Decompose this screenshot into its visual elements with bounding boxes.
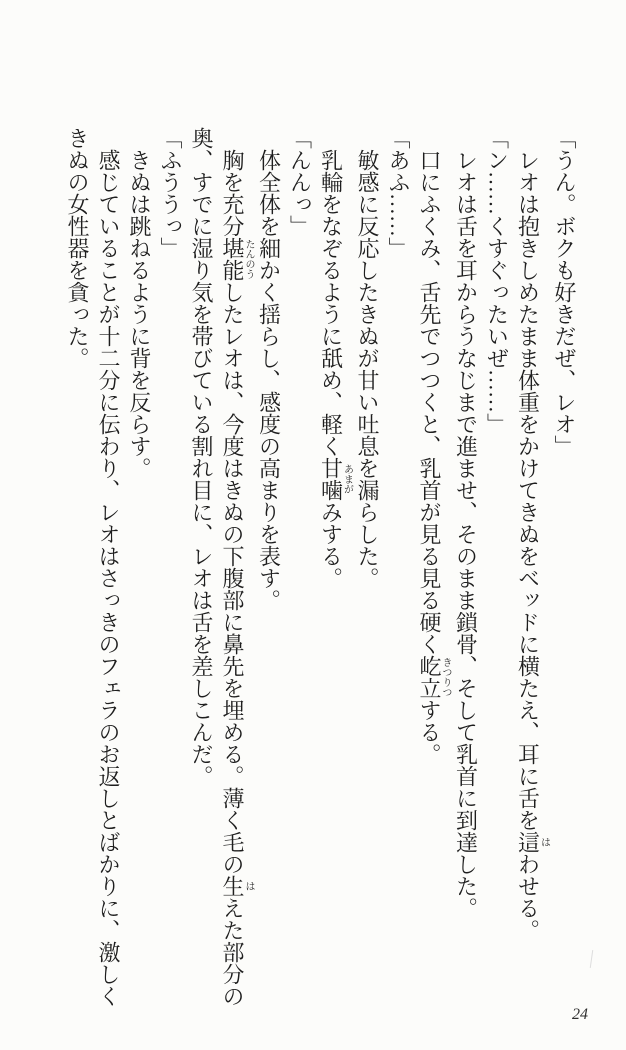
paragraph-narrative <box>316 127 353 1009</box>
paragraph-narrative <box>124 127 155 1009</box>
furigana-reading: は <box>538 831 550 853</box>
paragraph-narrative <box>254 127 285 1009</box>
paragraph-narrative <box>451 127 482 1009</box>
paragraph-dialogue <box>482 127 513 1009</box>
text-run: 体全体を細かく揺らし、感度の高まりを表す。 <box>256 149 282 611</box>
paragraph-narrative <box>62 127 124 1009</box>
text-run: みする。 <box>318 501 344 589</box>
furigana-base: 屹立きつりつ <box>417 655 451 699</box>
text-run: 乳輪をなぞるように舐め、軽く <box>318 149 344 457</box>
furigana-base: 甘噛あまが <box>318 457 353 501</box>
furigana-reading: きつりつ <box>440 655 451 699</box>
paragraph-narrative <box>352 127 383 1009</box>
text-run: 口にふくみ、舌先でつつくと、乳首が見る見る硬く <box>417 149 442 655</box>
text-run: レオは抱きしめたまま体重をかけてきぬをベッドに横たえ、耳に舌を <box>515 149 541 831</box>
text-run: きぬは跳ねるように背を反らす。 <box>127 149 152 479</box>
text-run: 「うん。ボクも好きだぜ、レオ」 <box>552 127 577 457</box>
text-run: する。 <box>417 699 442 765</box>
text-run: わせる。 <box>515 853 541 941</box>
furigana-reading: たんのう <box>243 237 254 281</box>
paragraph-dialogue <box>155 127 186 1009</box>
scan-artifact <box>590 950 593 968</box>
text-run: したレオは、今度はきぬの下腹部に鼻先を埋める。薄く毛の <box>220 281 245 875</box>
paragraph-dialogue <box>383 127 414 1009</box>
paragraph-narrative <box>513 127 550 1009</box>
text-run: レオは舌を耳からうなじまで進ませ、そのまま鎖骨、そして乳首に到達した。 <box>453 149 479 919</box>
furigana-base: 堪能たんのう <box>220 237 254 281</box>
furigana-reading: あまが <box>341 457 353 501</box>
page-text <box>65 127 580 1009</box>
paragraph-narrative <box>414 127 451 1009</box>
text-run: 「あふ……」 <box>386 127 411 259</box>
text-run: 「ふううっ」 <box>158 127 183 259</box>
text-run: えた部分の奥、すでに湿り気を帯びている割れ目に、レオは舌を差しこんだ。 <box>189 127 245 1007</box>
text-run: 胸を充分 <box>220 149 245 237</box>
text-run: 「んんっ」 <box>287 127 313 237</box>
paragraph-dialogue <box>285 127 316 1009</box>
furigana-base: 這は <box>515 831 550 853</box>
page-number: 24 <box>572 1006 588 1023</box>
furigana-reading: は <box>243 875 254 897</box>
furigana-base: 生は <box>220 875 254 897</box>
text-run: 「ン……くすぐったいぜ……」 <box>484 127 510 435</box>
paragraph-dialogue <box>549 127 580 1009</box>
paragraph-narrative <box>186 127 254 1009</box>
text-run: 感じていることが十二分に伝わり、レオはさっきのフェラのお返しとばかりに、激しくきぬの女性器を貪った。 <box>65 127 121 1007</box>
text-run: 敏感に反応したきぬが甘い吐息を漏らした。 <box>355 149 380 589</box>
